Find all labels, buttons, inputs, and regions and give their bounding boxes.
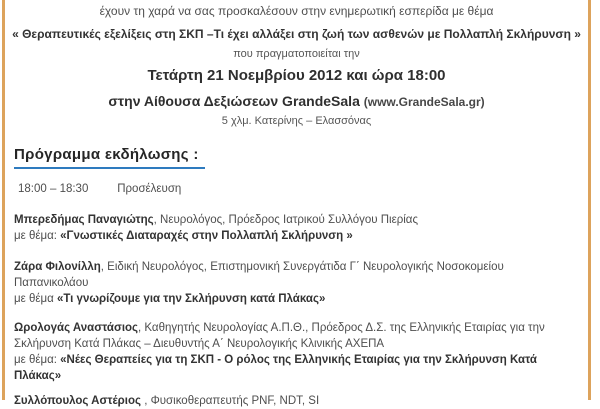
speaker-line: [14, 212, 559, 228]
invitation-poster: [5, 0, 588, 407]
schedule-activity: Προσέλευση: [117, 183, 182, 195]
speaker-name: Ωρολογάς Αναστάσιος: [14, 322, 139, 334]
venue-name: στην Αίθουσα Δεξιώσεων GrandeSala: [108, 93, 360, 109]
topic-text: «Νέες Θεραπείες για τη ΣΚΠ - Ο ρόλος της Ελληνικής Εταιρίας για την Σκλήρυνση Κατά Πλάκας»: [14, 354, 537, 382]
speaker-entry: [14, 320, 559, 384]
poster-right-border: [588, 0, 591, 400]
speaker-credentials: , Νευρολόγος, Πρόεδρος Ιατρικού Συλλόγου Πιερίας: [153, 214, 418, 226]
program-section: [14, 128, 578, 409]
schedule-time: 18:00 – 18:30: [18, 183, 89, 195]
speaker-name: Ζάρα Φιλονίλλη: [14, 261, 101, 273]
speaker-entry: [14, 393, 559, 409]
invitation-header: [5, 3, 588, 128]
speaker-credentials: , Καθηγητής Νευρολογίας Α.Π.Θ., Πρόεδρος Δ.Σ. της Ελληνικής Εταιρίας για την Σκλήρυνση Κατά Πλάκας – Διευθυντής Α΄ Νευρολογικής Κλινικής ΑΧΕΠΑ: [14, 322, 545, 350]
topic-prefix: με θέμα:: [14, 354, 61, 366]
event-theme-title: « Θεραπευτικές εξελίξεις στη ΣΚΠ –Τι έχει αλλάξει στη ζωή των ασθενών με Πολλαπλή Σκλήρυνση »: [12, 27, 581, 41]
speaker-credentials: , Ειδική Νευρολόγος, Επιστημονική Συνεργάτιδα Γ΄ Νευρολογικής Νοσοκομείου Παπανικολάου: [14, 261, 504, 289]
speaker-topic-line: [14, 352, 559, 384]
intro-line: έχουν τη χαρά να σας προσκαλέσουν στην ενημερωτική εσπερίδα με θέμα: [99, 4, 494, 18]
venue-line: [5, 92, 588, 111]
topic-text: «Τι γνωρίζουμε για την Σκλήρυνση κατά Πλάκας»: [56, 293, 326, 305]
speaker-line: [14, 393, 559, 409]
held-on-line: που πραγματοποιείται την: [233, 48, 360, 60]
speaker-topic-line: [14, 291, 559, 307]
speaker-line: [14, 320, 559, 352]
speaker-topic-line: [14, 228, 559, 244]
venue-location: 5 χλμ. Κατερίνης – Ελασσόνας: [221, 115, 372, 127]
schedule-row: [18, 182, 578, 197]
venue-website: (www.GrandeSala.gr): [363, 95, 485, 109]
topic-text: «Γνωστικές Διαταραχές στην Πολλαπλή Σκλήρυνση »: [60, 230, 353, 242]
speaker-name: Μπερεδήμας Παναγιώτης: [14, 214, 154, 226]
speaker-line: [14, 259, 559, 291]
speaker-entry: [14, 259, 559, 307]
event-date-time: Τετάρτη 21 Νοεμβρίου 2012 και ώρα 18:00: [147, 67, 446, 84]
speaker-entry: [14, 212, 559, 244]
topic-prefix: με θέμα: [14, 293, 57, 305]
speaker-name: Συλλόπουλος Αστέριος: [14, 395, 141, 407]
program-heading: Πρόγραμμα εκδήλωσης :: [14, 146, 205, 169]
topic-prefix: με θέμα:: [14, 230, 61, 242]
speaker-credentials: , Φυσικοθεραπευτής PNF, NDT, SI: [141, 395, 320, 407]
